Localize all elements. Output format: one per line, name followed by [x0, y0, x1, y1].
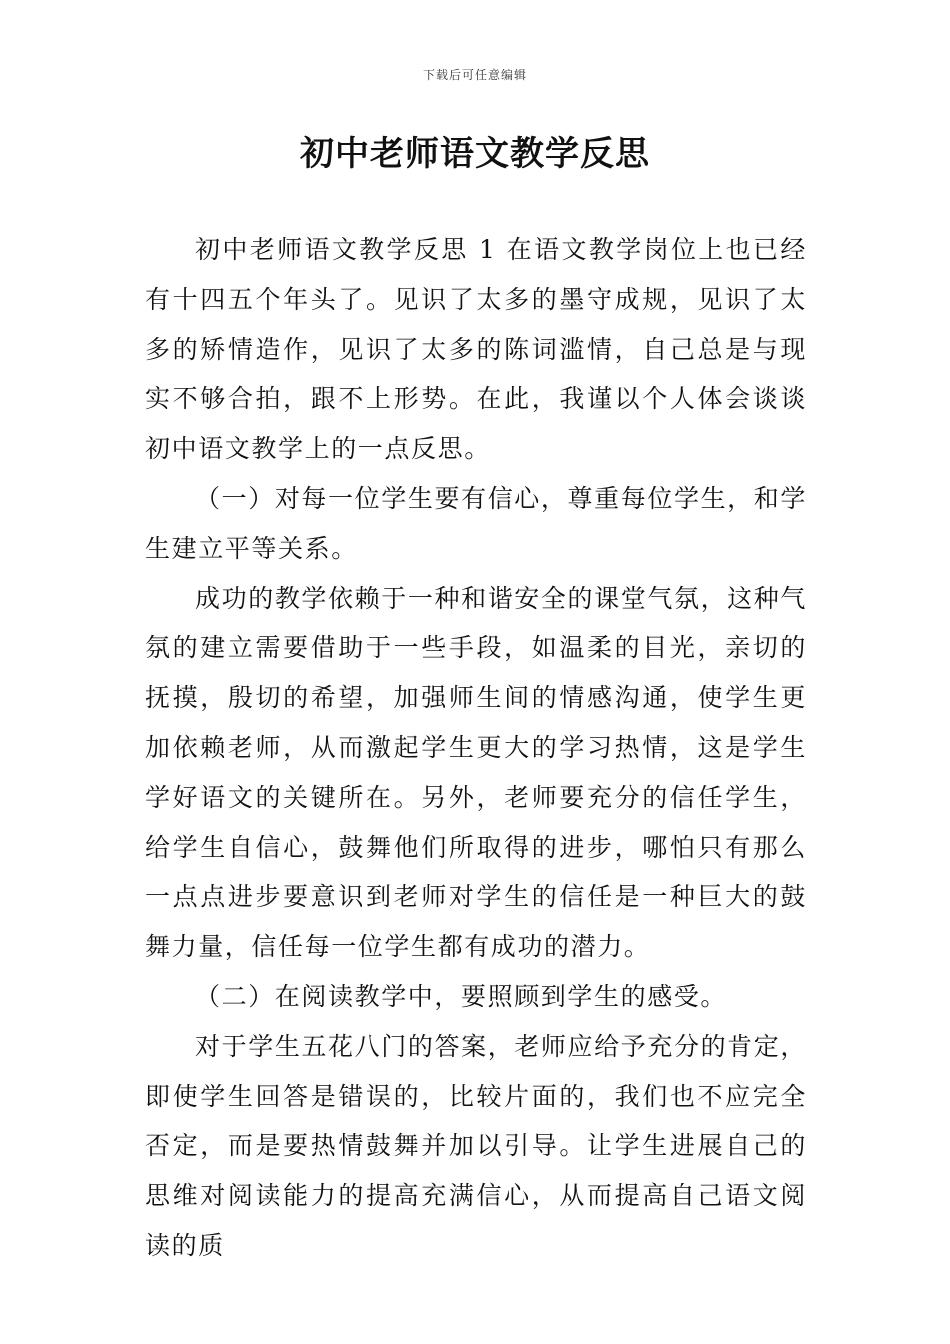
document-title: 初中老师语文教学反思	[300, 134, 650, 174]
paragraph-section-1: 成功的教学依赖于一种和谐安全的课堂气氛，这种气氛的建立需要借助于一些手段，如温柔的目光，亲切的抚摸，殷切的希望，加强师生间的情感沟通，使学生更加依赖老师，从而激起学生更大的学习热情，这是学生学好语文的关键所在。另外，老师要充分的信任学生，给学生自信心，鼓舞他们所取得的进步，哪怕只有那么一点点进步要意识到老师对学生的信任是一种巨大的鼓舞力量，信任每一位学生都有成功的潜力。	[145, 583, 807, 962]
section-heading-2: （二）在阅读教学中，要照顾到学生的感受。	[195, 981, 728, 1011]
paragraph-section-2: 对于学生五花八门的答案，老师应给予充分的肯定，即使学生回答是错误的，比较片面的，我们也不应完全否定，而是要热情鼓舞并加以引导。让学生进展自己的思维对阅读能力的提高充满信心，从而提高自己语文阅读的质	[145, 1031, 807, 1260]
section-heading-1: （一）对每一位学生要有信心，尊重每位学生，和学生建立平等关系。	[145, 483, 807, 563]
paragraph-intro: 初中老师语文教学反思 1 在语文教学岗位上也已经有十四五个年头了。见识了太多的墨守成规，见识了太多的矫情造作，见识了太多的陈词滥情，自己总是与现实不够合拍，跟不上形势。在此，我谨以个人体会谈谈初中语文教学上的一点反思。	[145, 235, 807, 464]
document-body	[145, 225, 807, 1271]
page-header-note: 下载后可任意编辑	[422, 68, 527, 82]
